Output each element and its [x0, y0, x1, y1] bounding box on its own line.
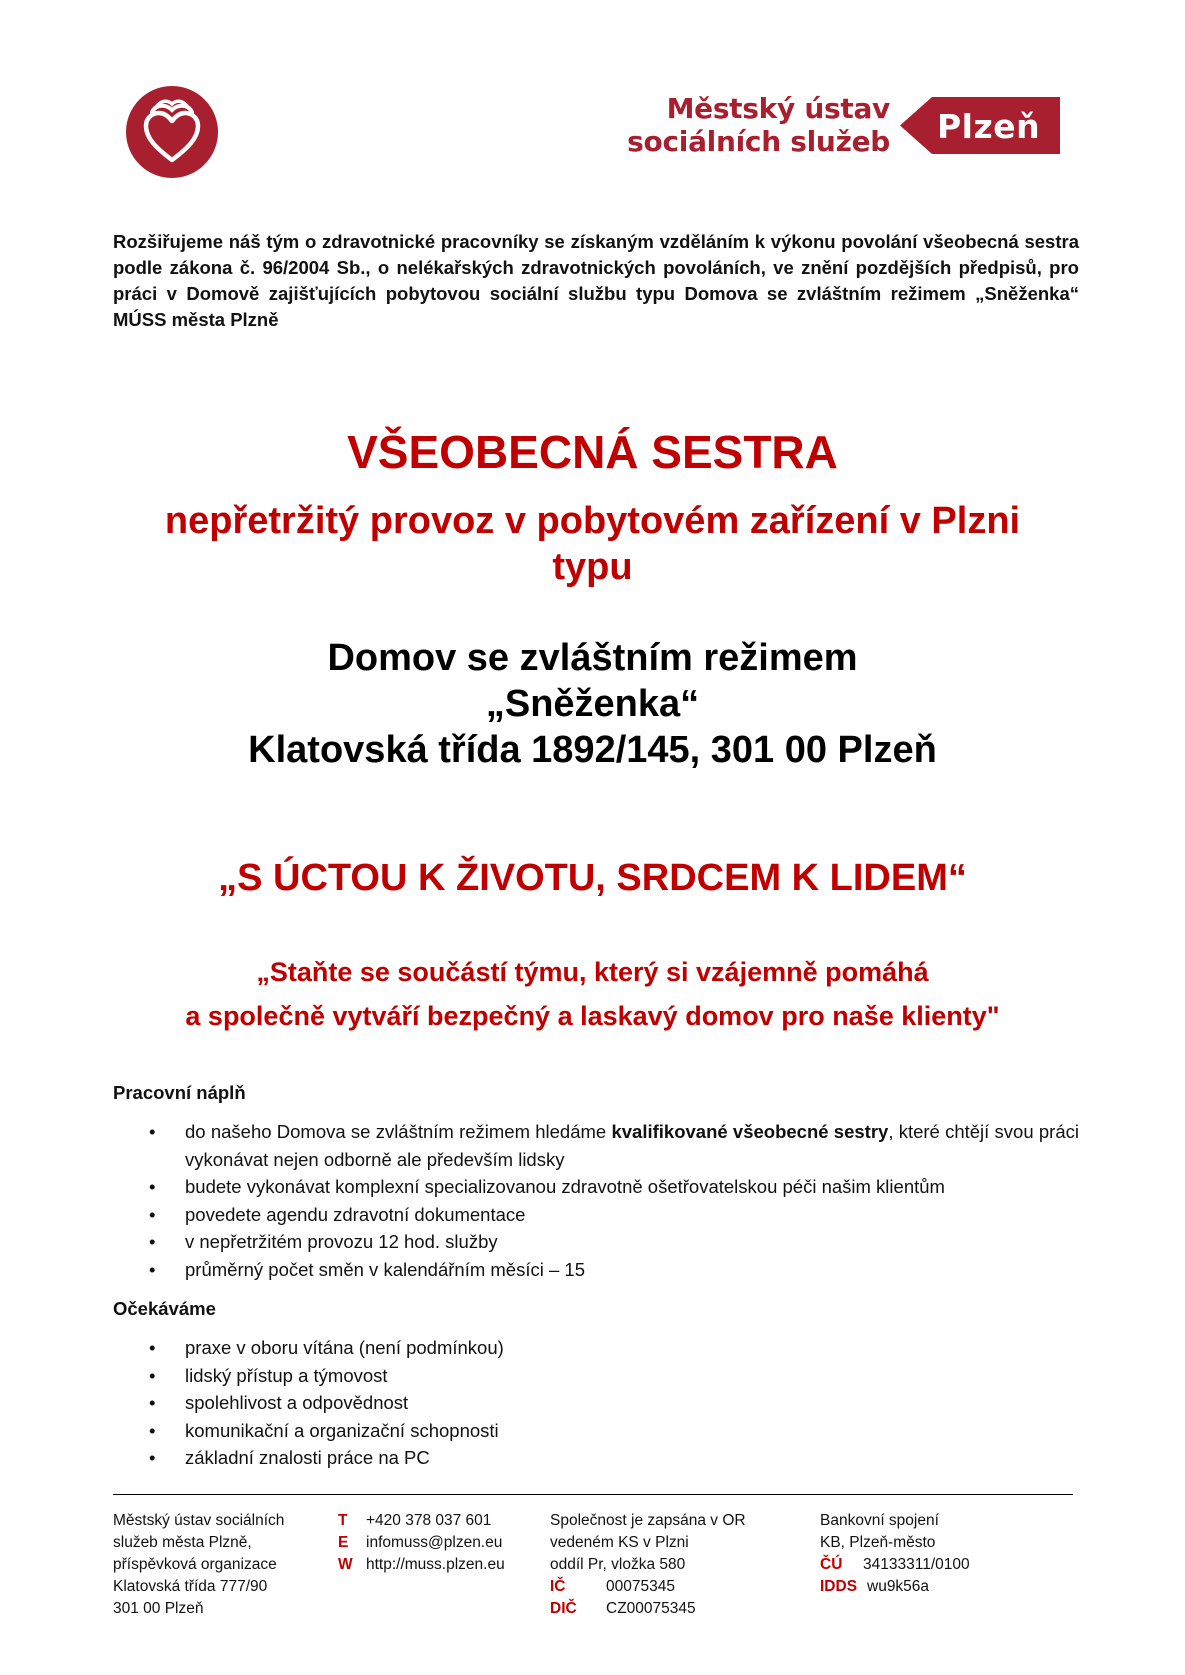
footer-address: Městský ústav sociálních služeb města Plzně, příspěvková organizace Klatovská třída 777/90 301 00 Plzeň: [113, 1512, 285, 1617]
expect-list: [113, 1334, 1079, 1472]
quote-line-1: „Staňte se součástí týmu, který si vzájemně pomáhá: [256, 957, 929, 987]
bullet-icon: •: [149, 1176, 156, 1197]
job-subtitle-line-2: typu: [552, 546, 633, 588]
list-item: • v nepřetržitém provozu 12 hod. služby: [113, 1228, 1079, 1256]
motto: „S ÚCTOU K ŽIVOTU, SRDCEM K LIDEM“: [218, 857, 967, 899]
bullet-icon: •: [149, 1203, 156, 1225]
bullet-icon: •: [149, 1337, 156, 1358]
footer-divider: [113, 1494, 1073, 1495]
brand-line-2: sociálních služeb: [627, 125, 890, 158]
brand-text: [620, 92, 890, 158]
facility-address: Klatovská třída 1892/145, 301 00 Plzeň: [248, 729, 937, 771]
quote: [100, 950, 1085, 1038]
job-subtitle-line-1: nepřetržitý provoz v pobytovém zařízení v Plzni: [164, 500, 1021, 542]
facility-nickname: „Sněženka“: [485, 683, 700, 725]
brand-city: Plzeň: [937, 107, 1041, 146]
list-item: • budete vykonávat komplexní specializovanou zdravotně ošetřovatelskou péči našim klientům: [113, 1173, 1079, 1201]
phone-number[interactable]: +420 378 037 601: [366, 1512, 492, 1529]
job-title: VŠEOBECNÁ SESTRA: [347, 426, 838, 478]
brand-logo: [620, 92, 1060, 164]
facility-block: [100, 635, 1085, 773]
bullet-icon: •: [149, 1231, 156, 1252]
job-subtitle: [100, 498, 1085, 590]
bullet-icon: •: [149, 1364, 156, 1386]
bullet-icon: •: [149, 1392, 156, 1413]
brand-line-1: Městský ústav: [666, 92, 890, 125]
heart-logo-icon: [126, 86, 218, 178]
list-item: • lidský přístup a týmovost: [113, 1362, 1079, 1390]
brand-badge: [900, 97, 1060, 154]
list-item: • komunikační a organizační schopnosti: [113, 1417, 1079, 1445]
list-item: • spolehlivost a odpovědnost: [113, 1389, 1079, 1417]
list-item: • základní znalosti práce na PC: [113, 1444, 1079, 1472]
duties-heading: Pracovní náplň: [113, 1082, 246, 1103]
intro-paragraph: Rozšiřujeme náš tým o zdravotnické pracovníky se získaným vzděláním k výkonu povolání všeobecná sestra podle zákona č. 96/2004 Sb., o nelékařských zdravotnických povoláních, ve znění pozdějších předpisů, pro práci v Domově zajišťujících pobytovou sociální službu typu Domova se zvláštním režimem „Sněženka“ MÚSS města Plzně: [113, 231, 1079, 330]
bullet-icon: •: [149, 1121, 156, 1142]
bullet-icon: •: [149, 1419, 156, 1441]
list-item: • průměrný počet směn v kalendářním měsíci – 15: [113, 1256, 1079, 1284]
footer-bank: Bankovní spojení KB, Plzeň-město ČÚ 34133311/0100 IDDS wu9k56a: [820, 1512, 970, 1595]
expect-heading: Očekáváme: [113, 1298, 216, 1319]
website-link[interactable]: http://muss.plzen.eu: [366, 1556, 505, 1573]
list-item: • praxe v oboru vítána (není podmínkou): [113, 1334, 1079, 1362]
bullet-icon: •: [149, 1258, 156, 1280]
duties-list: [113, 1118, 1079, 1283]
list-item: • do našeho Domova se zvláštním režimem hledáme kvalifikované všeobecné sestry, které chtějí svou práci vykonávat nejen odborně ale především lidsky: [113, 1118, 1079, 1173]
list-item: • povedete agendu zdravotní dokumentace: [113, 1201, 1079, 1229]
email-link[interactable]: infomuss@plzen.eu: [366, 1534, 503, 1551]
facility-name: Domov se zvláštním režimem: [327, 637, 858, 679]
footer-contact: T +420 378 037 601 E infomuss@plzen.eu W http://muss.plzen.eu: [338, 1512, 505, 1573]
footer-registry: Společnost je zapsána v OR vedeném KS v Plzni oddíl Pr, vložka 580 IČ 00075345 DIČ CZ00075345: [550, 1512, 746, 1617]
bullet-icon: •: [149, 1447, 156, 1468]
quote-line-2: a společně vytváří bezpečný a laskavý domov pro naše klienty": [185, 1001, 1000, 1031]
